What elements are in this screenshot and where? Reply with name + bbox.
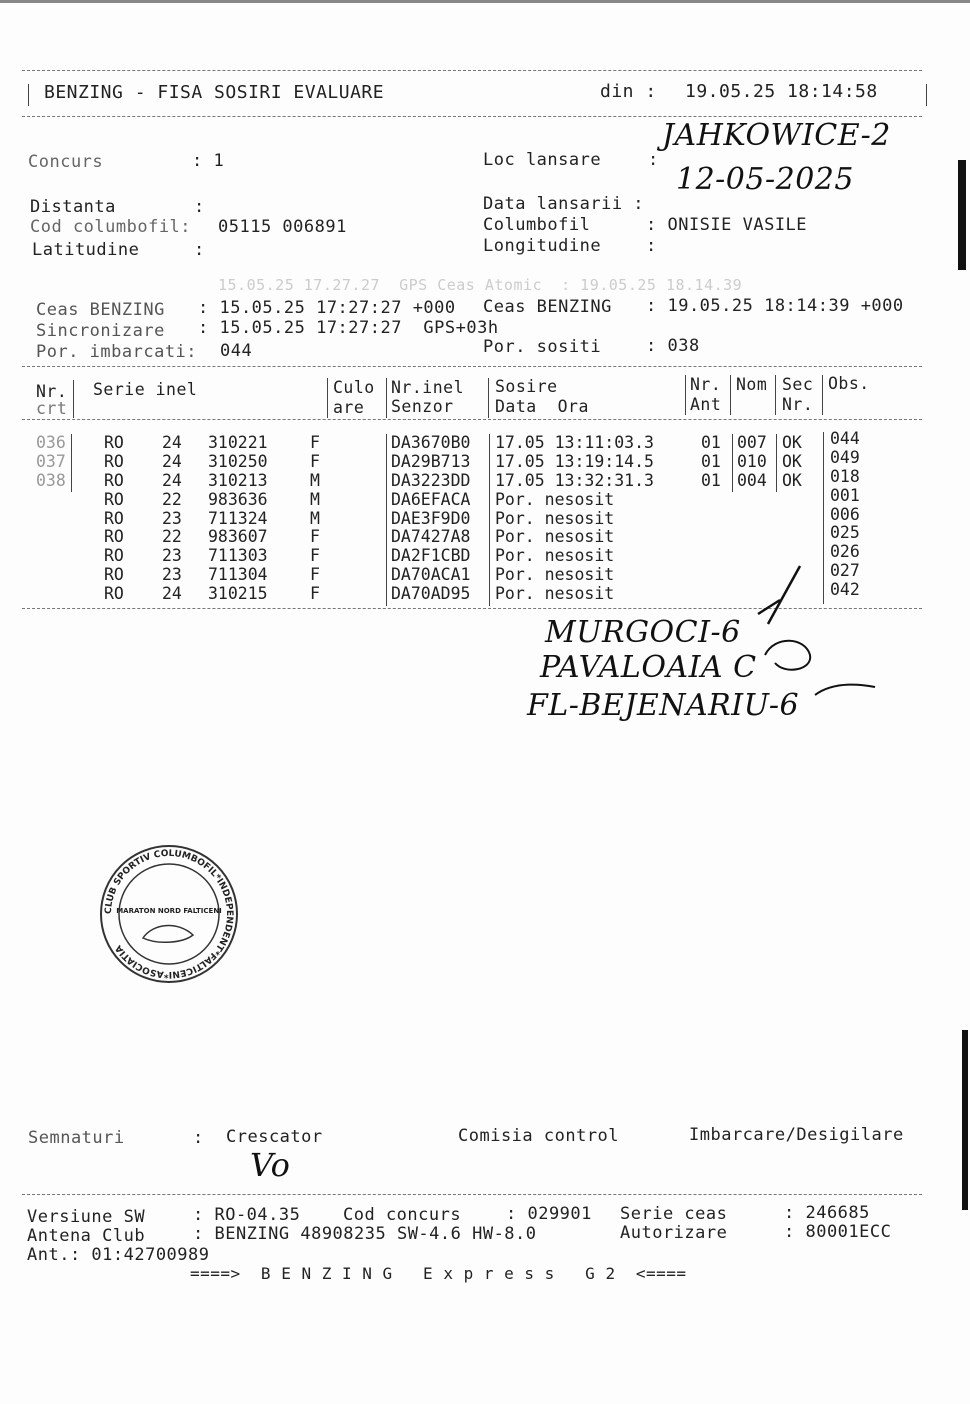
cell-ant: 01 [701, 433, 721, 452]
footer-rule [22, 1194, 922, 1195]
body-divider [71, 434, 72, 492]
cell-an: 24 [162, 451, 182, 471]
cell-sosire: 17.05 13:19:14.5 [495, 451, 654, 471]
cell-sosire: Por. nesosit [495, 527, 615, 547]
cell-sex: F [310, 451, 320, 471]
concurs-label: Concurs [28, 152, 104, 172]
cell-nom: 004 [737, 470, 767, 490]
handwritten-note-3: FL-BEJENARIU-6 [527, 688, 800, 723]
cod-concurs-label: Cod concurs [343, 1205, 462, 1225]
cell-sex: F [310, 584, 320, 604]
cell-nr: 310221 [208, 433, 268, 452]
col-senzor-header: Senzor [391, 397, 454, 416]
antena-id-line: Ant.: 01:42700989 [27, 1245, 210, 1265]
table-row [0, 523, 970, 547]
distanta-value: : [194, 197, 205, 217]
table-row [0, 504, 970, 529]
cell-an: 24 [162, 470, 182, 490]
cell-an: 23 [162, 546, 182, 566]
cell-nr: 711303 [208, 546, 268, 566]
por-imbarcati-label: Por. imbarcati: [36, 342, 198, 362]
cell-an: 24 [162, 584, 182, 604]
cell-tara: RO [104, 451, 124, 471]
col-divider [73, 380, 74, 418]
col-secnr-header: Nr. [782, 395, 814, 414]
data-lansarii-handwritten: 12-05-2025 [676, 162, 854, 197]
cell-tara: RO [104, 489, 124, 509]
cell-sex: F [310, 565, 320, 585]
cell-obs: 027 [830, 561, 860, 581]
latitudine-value: : [194, 240, 205, 260]
cell-ant: 01 [701, 451, 721, 471]
col-sosire-header: Sosire [495, 377, 558, 396]
col-nrant-header: Nr. [690, 375, 722, 394]
sincronizare-value: : 15.05.25 17:27:27 GPS+03h [198, 318, 499, 338]
scan-edge-right-2 [962, 1030, 968, 1210]
cell-obs: 049 [830, 447, 860, 467]
cell-nr: 310250 [208, 451, 268, 471]
cell-sex: F [310, 433, 320, 452]
cell-senzor: DA3670B0 [391, 433, 471, 452]
cell-senzor: DA6EFACA [391, 489, 471, 509]
versiune-value: : RO-04.35 [193, 1205, 301, 1225]
report-date-value: 19.05.25 18:14:58 [685, 81, 878, 102]
cell-tara: RO [104, 508, 124, 528]
stamp-bird-icon [143, 926, 193, 943]
semnaturi-colon: : [193, 1128, 204, 1148]
col-culoare-header: Culo [333, 378, 375, 397]
handwritten-note-1: MURGOCI-6 [545, 615, 741, 650]
cell-sosire: Por. nesosit [495, 584, 615, 604]
comisia-label: Comisia control [458, 1126, 620, 1146]
brand-line: ====> B E N Z I N G E x p r e s s G 2 <==== [190, 1264, 687, 1283]
cell-sosire: Por. nesosit [495, 546, 615, 566]
cod-columbofil-value: 05115 006891 [218, 217, 347, 237]
cell-obs: 001 [830, 485, 860, 505]
cell-senzor: DA29B713 [391, 451, 471, 471]
body-divider [776, 434, 777, 492]
cell-nr: 711304 [208, 565, 268, 585]
ceas-benzing-value: : 15.05.25 17:27:27 +000 [198, 298, 456, 318]
table-row [0, 447, 970, 472]
loc-lansare-handwritten: JAHKOWICE-2 [662, 118, 891, 153]
por-sositi-value: : 038 [646, 336, 700, 356]
handwritten-initials-mark [755, 625, 895, 715]
data-lansarii-label: Data lansarii : [483, 194, 645, 214]
sincronizare-label: Sincronizare [36, 321, 165, 341]
col-divider [775, 375, 776, 415]
cell-sex: F [310, 546, 320, 566]
distanta-label: Distanta [30, 197, 116, 217]
ceas-benzing2-label: Ceas BENZING [483, 297, 612, 317]
header-bottom-rule [22, 116, 922, 117]
cell-sex: M [310, 470, 320, 490]
col-sec-header: Sec [782, 375, 814, 394]
gps-atomic-faint-line: 15.05.25 17.27.27 GPS Ceas Atomic : 19.05.25 18.14.39 [218, 276, 743, 294]
autorizare-label: Autorizare [620, 1223, 728, 1243]
cell-senzor: DAE3F9D0 [391, 508, 471, 528]
cell-sex: M [310, 508, 320, 528]
ceas-benzing2-value: : 19.05.25 18:14:39 +000 [646, 296, 904, 316]
cell-sec: OK [782, 451, 802, 471]
antena-value: : BENZING 48908235 SW-4.6 HW-8.0 [193, 1224, 537, 1244]
body-divider [732, 434, 733, 492]
cell-sosire: Por. nesosit [495, 508, 615, 528]
latitudine-label: Latitudine [32, 240, 140, 260]
stamp-inner-text: MARATON NORD FALTICENI [116, 907, 222, 915]
cell-sec: OK [782, 470, 802, 490]
concurs-value: : 1 [192, 151, 225, 171]
cell-an: 22 [162, 489, 182, 509]
cell-sex: F [310, 527, 320, 547]
col-serie-header: Serie inel [93, 380, 198, 399]
antena-label: Antena Club [27, 1226, 146, 1246]
cell-nr: 983636 [208, 489, 268, 509]
cell-an: 22 [162, 527, 182, 547]
cell-tara: RO [104, 546, 124, 566]
cell-obs: 044 [830, 429, 860, 448]
columbofil-label: Columbofil [483, 215, 591, 235]
semnaturi-label: Semnaturi [28, 1128, 125, 1148]
longitudine-value: : [646, 236, 657, 256]
cell-sec: OK [782, 433, 802, 452]
cell-an: 23 [162, 508, 182, 528]
cod-concurs-value: : 029901 [506, 1204, 592, 1224]
cell-tara: RO [104, 470, 124, 490]
loc-lansare-label: Loc lansare [483, 150, 602, 170]
cell-sosire: Por. nesosit [495, 489, 615, 509]
por-imbarcati-value: 044 [220, 341, 253, 361]
versiune-label: Versiune SW [27, 1207, 146, 1227]
body-divider [386, 434, 387, 606]
table-row [0, 429, 970, 453]
col-divider [327, 378, 328, 418]
col-ant-header: Ant [690, 395, 722, 414]
col-divider [822, 375, 823, 415]
scan-edge-top [0, 0, 970, 3]
cell-sosire: 17.05 13:11:03.3 [495, 433, 654, 452]
crescator-signature: Vo [250, 1146, 291, 1184]
cell-senzor: DA70ACA1 [391, 565, 471, 585]
cell-sex: M [310, 489, 320, 509]
cell-senzor: DA7427A8 [391, 527, 471, 547]
cell-senzor: DA3223DD [391, 470, 471, 490]
cell-sosire: 17.05 13:32:31.3 [495, 470, 654, 490]
cell-senzor: DA70AD95 [391, 584, 471, 604]
col-obs-header: Obs. [828, 374, 870, 393]
col-dataora-header: Data Ora [495, 397, 589, 416]
header-top-rule [22, 70, 922, 71]
cell-nr: 983607 [208, 527, 268, 547]
cell-nr: 310215 [208, 584, 268, 604]
table-row [0, 485, 970, 510]
autorizare-value: : 80001ECC [784, 1222, 892, 1242]
cell-tara: RO [104, 565, 124, 585]
col-divider [488, 378, 489, 418]
page-title: BENZING - FISA SOSIRI EVALUARE [44, 82, 385, 103]
stamp-outer-text: CLUB SPORTIV COLUMBOFIL*INDEPENDENT*FALTICENI*ASOCIATIA [103, 848, 235, 980]
handwritten-note-2: PAVALOAIA C [540, 650, 757, 685]
table-row [0, 466, 970, 491]
header-right-bar [926, 84, 927, 106]
col-nom-header: Nom [736, 375, 768, 394]
cell-tara: RO [104, 433, 124, 452]
table-top-rule [22, 366, 922, 367]
cell-crt: 037 [36, 451, 66, 471]
cell-an: 23 [162, 565, 182, 585]
columbofil-value: : ONISIE VASILE [646, 215, 808, 235]
cod-columbofil-label: Cod columbofil: [30, 217, 192, 237]
cell-nr: 711324 [208, 508, 268, 528]
report-date-label: din : [600, 81, 657, 102]
col-divider [386, 378, 387, 418]
cell-nom: 007 [737, 433, 767, 452]
cell-crt: 038 [36, 470, 66, 490]
longitudine-label: Longitudine [483, 236, 602, 256]
col-culoare-header-2: are [333, 398, 365, 417]
cell-tara: RO [104, 584, 124, 604]
header-left-bar [28, 84, 29, 106]
cell-obs: 042 [830, 580, 860, 600]
col-divider [685, 375, 686, 415]
table-header-rule [22, 419, 922, 420]
club-stamp [98, 843, 240, 985]
cell-obs: 018 [830, 466, 860, 486]
col-crt-header: crt [36, 399, 68, 418]
body-divider [489, 434, 490, 606]
serie-ceas-value: : 246685 [784, 1203, 870, 1223]
cell-obs: 025 [830, 523, 860, 543]
crescator-label: Crescator [226, 1127, 323, 1147]
ceas-benzing-label: Ceas BENZING [36, 300, 165, 320]
cell-ant: 01 [701, 470, 721, 490]
loc-lansare-colon: : [648, 150, 659, 170]
cell-nr: 310213 [208, 470, 268, 490]
cell-sosire: Por. nesosit [495, 565, 615, 585]
pen-strike-mark [750, 560, 830, 630]
col-divider [730, 375, 731, 415]
scan-edge-right [958, 160, 966, 270]
cell-obs: 026 [830, 542, 860, 562]
serie-ceas-label: Serie ceas [620, 1204, 728, 1224]
col-nrinel-header: Nr.inel [391, 378, 465, 397]
cell-senzor: DA2F1CBD [391, 546, 471, 566]
col-nr-header: Nr. [36, 382, 68, 401]
cell-tara: RO [104, 527, 124, 547]
cell-obs: 006 [830, 504, 860, 524]
cell-an: 24 [162, 433, 182, 452]
imbarcare-label: Imbarcare/Desigilare [689, 1125, 904, 1145]
cell-crt: 036 [36, 433, 66, 452]
por-sositi-label: Por. sositi [483, 337, 602, 357]
cell-nom: 010 [737, 451, 767, 471]
